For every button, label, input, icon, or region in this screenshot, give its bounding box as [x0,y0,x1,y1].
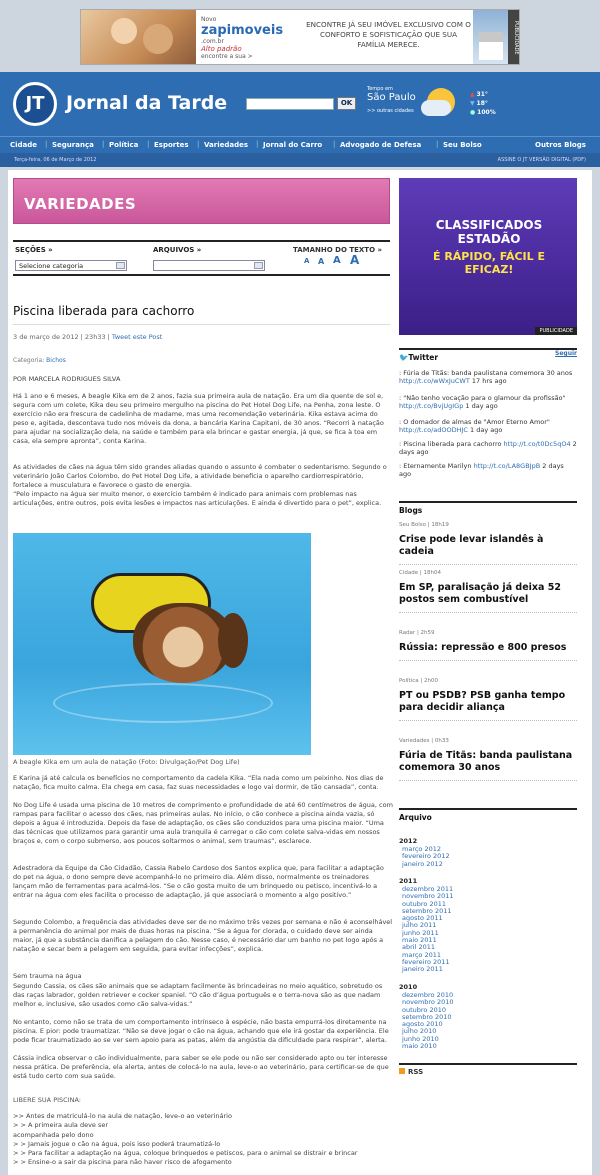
ad-tag: PUBLICIDADE [508,10,519,65]
ad-photo [81,10,196,65]
list-item: > > Ensine-o a sair da piscina para não haver risco de afogamento [13,1158,232,1167]
site-title[interactable]: Jornal da Tarde [66,92,228,114]
article-category: Categoria: Bichos [13,357,66,364]
nav-seu-bolso[interactable]: Seu Bolso [443,141,482,149]
article-title[interactable]: Piscina liberada para cachorro [13,304,390,325]
blog-item[interactable]: Política | 2h00 PT ou PSDB? PSB ganha tempo para decidir aliança [399,678,577,721]
blogs-heading: Blogs [399,501,577,515]
top-ad-banner[interactable] [80,9,520,65]
list-item: acompanhada pelo dono [13,1130,94,1139]
chevron-down-icon [116,262,125,269]
article-paragraph: As atividades de cães na água têm sido grandes aliadas quando o assunto é combater o sedentarismo. Segundo o veterinário João Carlos Colombo, do Pet Hotel Dog Life, a atividade beneficia o aparelho cardiorrespiratório, fortalece a musculatura e favorece o gasto de energia. [13,463,387,489]
section-banner [13,178,390,224]
article-paragraph: “Pelo impacto na água ser muito menor, o exercício também é indicado para animais com problemas nas articulações, entre outros, pois evita lesões e impactos nas articulações. E ainda é divertido para o pet”, explica. [13,490,382,507]
rss-icon [399,1068,405,1074]
article-paragraph: Cássia indica observar o cão individualmente, para saber se ele pode ou não ser considerado apto ou ter interesse nessa prática. De preferência, ela alerta, antes de colocá-lo na aula, leve-o ao veterinário, para certificar-se de que está tudo certo com sua saúde. [13,1054,389,1080]
archive-label: ARQUIVOS » [153,246,202,254]
classificados-ad[interactable]: CLASSIFICADOS ESTADÃO É RÁPIDO, FÁCIL E EFICAZ! PUBLICIDADE [399,178,577,335]
weather-city: São Paulo [367,92,416,103]
archive-list: março 2012 fevereiro 2012 janeiro 2012 [402,845,450,868]
font-size-large[interactable]: A [333,255,341,266]
nav-jornal-do-carro[interactable]: Jornal do Carro [263,141,323,149]
weather-widget: Tempo em São Paulo >> outras cidades [367,86,416,114]
rss-divider [399,1063,577,1065]
article-author: POR MARCELA RODRIGUES SILVA [13,375,121,383]
nav-advogado-de-defesa[interactable]: Advogado de Defesa [340,141,422,149]
tips-list [13,1112,393,1168]
archive-list: dezembro 2010 novembro 2010 outubro 2010 setembro 2010 agosto 2010 julho 2010 junho 2010 maio 2010 [402,991,454,1051]
nav-politica[interactable]: Política [109,141,139,149]
blog-item[interactable]: Cidade | 18h04 Em SP, paralisação já deixa 52 postos sem combustível [399,570,577,613]
subscribe-link[interactable]: ASSINE O JT VERSÃO DIGITAL (PDF) [497,157,586,163]
archive-year: 2012 [399,837,418,845]
archive-select[interactable] [153,260,265,271]
more-cities-link[interactable]: >> outras cidades [367,108,414,114]
weather-icon [427,88,455,116]
twitter-icon: 🐦 [399,353,409,362]
selector-bar [13,240,390,276]
article-subheading: Sem trauma na água [13,972,82,980]
search-button[interactable]: OK [337,97,356,110]
article-paragraph: E Karina já até calcula os benefícios no comportamento da cadela Kika. “Ela nada como um peixinho. Nos dias de natação, fica muito calma. Ela chega em casa, faz suas necessidades e logo vai dormir, de tão cansada”, conta. [13,774,384,791]
article-paragraph: Há 1 ano e 6 meses, A beagle Kika em de 2 anos, fazia sua primeira aula de natação. Era um dia quente de sol e, segura com um colete, Kika deu seu primeiro mergulho na piscina do Pet Hotel Dog Life, na Penha, zona leste. O exercício não era frescura de cadelinha de madame, mas uma recomendação veterinária. Kika estava acima do peso e, agitada, descontava tudo nos móveis da dona, a bancária Karina Capitani, de 30 anos. “Recorri à natação para ajudar na socialização dela, na saúde e também para ela brincar e gastar energia, já que, se fica à toa em casa, ela sempre apronta”, conta Karina. [13,392,384,445]
font-size-xlarge[interactable]: A [350,253,360,267]
archive-year: 2010 [399,983,418,991]
font-size-label: TAMANHO DO TEXTO » [293,246,382,254]
ad-brand: Novo zapimoveis .com.br Alto padrão encontre a sua > [201,16,284,60]
font-size-small[interactable]: A [304,257,310,265]
list-item: >> Antes de matriculá-lo na aula de natação, leve-o ao veterinário [13,1112,232,1120]
tweet-item: : "Não tenho vocação para o glamour da profissão" http://t.co/BvjUgIGp 1 day ago [399,394,566,411]
article-paragraph: Adestradora da Equipe da Cão Cidadão, Cassia Rabelo Cardoso dos Santos explica que, para facilitar a adaptação do pet na água, o dono sempre deve acompanhá-lo no primeiro dia. Além disso, normalmente os treinadores lançam mão de ferramentas para acalmá-los. “Se o cão gosta muito de um brinquedo ou petisco, incentivá-lo a entrar na água com eles facilita o processo de adaptação, já que associará o momento a algo positivo.” [13,864,384,899]
blog-item[interactable]: Radar | 2h59 Rússia: repressão e 800 presos [399,630,577,661]
current-date: Terça-feira, 06 de Março de 2012 [14,157,97,163]
archive-list: dezembro 2011 novembro 2011 outubro 2011 setembro 2011 agosto 2011 julho 2011 junho 2011 maio 2011 abril 2011 março 2011 fevereiro 2011 janeiro 2011 [402,885,454,974]
photo-caption: A beagle Kika em um aula de natação (Foto: Divulgação/Pet Dog Life) [13,758,240,766]
search-input[interactable] [246,98,334,110]
chevron-down-icon [254,262,263,269]
rss-link[interactable]: RSS [399,1068,423,1076]
archive-heading: Arquivo [399,808,577,822]
house-icon [473,10,510,65]
tweet-item: : O domador de almas de "Amor Eterno Amor" http://t.co/adOODHJC 1 day ago [399,418,550,435]
article-paragraph: No Dog Life é usada uma piscina de 10 metros de comprimento e profundidade de até 60 centímetros de água, com rampas para facilitar o acesso dos cães, nas primeiras aulas. No início, o cão conhece a piscina ainda vazia, só depois a água é introduzida. Depois da fase de adaptação, os cães são conduzidos para uma piscina maior. “Uma das técnicas que utilizamos para garantir uma aula tranquila é carregar o cão com colete salva-vidas em nossos braços e, com o corpo submerso, aos poucos soltarmos o animal, sem traumas”, esclarece. [13,801,393,845]
sections-select[interactable]: Selecione categoria [15,260,127,271]
twitter-follow-link[interactable]: Seguir [555,350,577,357]
tweet-item: : Eternamente Marilyn http://t.co/LA8GBJpB 2 days ago [399,462,564,479]
sections-label: SEÇÕES » [15,246,53,254]
archive-year: 2011 [399,877,418,885]
site-header [0,72,600,136]
list-item: > > A primeira aula deve ser [13,1121,109,1130]
category-link[interactable]: Bichos [46,357,66,364]
weather-temps: ▲ 31° ▼ 18° ● 100% [470,91,496,116]
list-item: > > Para facilitar a adaptação na água, coloque brinquedos e petiscos, para o animal se distrair e brincar [13,1149,358,1158]
content-area [8,170,592,1175]
nav-variedades[interactable]: Variedades [204,141,249,149]
article-paragraph: No entanto, como não se trata de um comportamento intrínseco à espécie, não basta empurrá-los diretamente na piscina. E pior: pode traumatizar. “Não se deve jogar o cão na água, achando que ele irá gostar da experiência. Ele pode ficar traumatizado ao se ver sem apoio para as patas, além da angústia da dificuldade para respirar”, alerta. [13,1018,389,1044]
section-title: VARIEDADES [24,195,137,213]
tips-heading: LIBERE SUA PISCINA: [13,1096,81,1104]
article-paragraph: Segundo Colombo, a frequência das atividades deve ser de no máximo três vezes por semana e não é aconselhável a permanência do animal por mais de duas horas na piscina. “Se a água for clorada, o cuidado deve ser ainda maior, já que a substância danifica a pelagem do cão. Nesse caso, é necessário dar um banho no pet logo após a natação e secar bem a pelagem em seguida, para evitar infecções”, explica. [13,918,393,953]
blog-item[interactable]: Seu Bolso | 18h19 Crise pode levar islandês à cadeia [399,522,577,565]
article-meta: 3 de março de 2012 | 23h33 | Tweet este Post [13,333,163,341]
main-nav: Cidade | Segurança | Política | Esportes | Variedades | Jornal do Carro | Advogado de Defesa | Seu Bolso Outros Blogs [0,136,600,153]
tweet-item: : Fúria de Titãs: banda paulistana comemora 30 anos http://t.co/wWxJuCWT 17 hrs ago [399,369,573,386]
blog-item[interactable]: Variedades | 0h33 Fúria de Titãs: banda paulistana comemora 30 anos [399,738,577,781]
twitter-heading: 🐦Twitter [399,348,577,362]
font-size-medium[interactable]: A [318,257,325,266]
tweet-link[interactable]: Tweet este Post [111,333,163,341]
nav-outros-blogs[interactable]: Outros Blogs [535,141,586,149]
list-item: > > Jamais jogue o cão na água, pois isso poderá traumatizá-lo [13,1139,221,1148]
date-bar [0,153,600,167]
nav-esportes[interactable]: Esportes [154,141,189,149]
nav-seguranca[interactable]: Segurança [52,141,94,149]
ad-message: ENCONTRE JÁ SEU IMÓVEL EXCLUSIVO COM O CONFORTO E SOFISTICAÇÃO QUE SUA FAMÍLIA MERECE. [306,20,471,49]
article-photo [13,533,311,755]
logo-icon[interactable]: JT [13,82,57,126]
article-paragraph: Segundo Cassia, os cães são animais que se adaptam facilmente às brincadeiras no meio aquático, sobretudo os das raças labrador, golden retriever e cocker spaniel. “O cão d’água português e o terra-nova são as que nadam melhor e, inclusive, são usados como cão salva-vidas.” [13,982,383,1008]
nav-cidade[interactable]: Cidade [10,141,38,149]
tweet-item: : Piscina liberada para cachorro http://t.co/t0Dc5qO4 2 days ago [399,440,577,457]
